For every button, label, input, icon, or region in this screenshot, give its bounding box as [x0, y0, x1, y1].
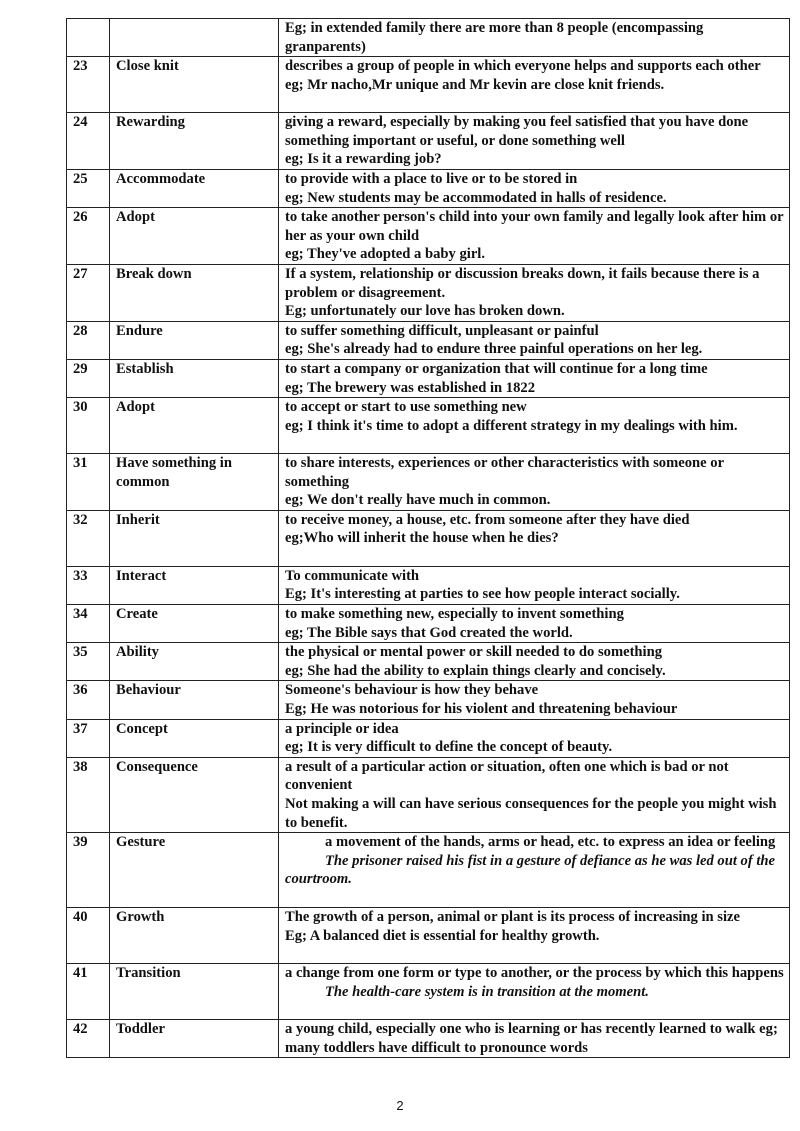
definition-line: a change from one form or type to another, or the process by which this happens [285, 965, 784, 982]
example-line: eg; It is very difficult to define the concept of beauty. [285, 739, 613, 756]
definition-line: to receive money, a house, etc. from someone after they have died [285, 511, 690, 528]
definition-line: a movement of the hands, arms or head, etc. to express an idea or feeling [325, 834, 776, 851]
definition [279, 908, 790, 964]
table-row [67, 19, 790, 57]
row-number: 25 [67, 169, 110, 207]
vocab-word: Interact [110, 566, 279, 604]
table-row [67, 510, 790, 566]
example-line: Eg; He was notorious for his violent and threatening behaviour [285, 701, 678, 718]
table-row [67, 757, 790, 832]
row-number: 31 [67, 454, 110, 511]
definition-line: a young child, especially one who is learning or has recently learned to walk eg; many toddlers have difficult to pronounce words [285, 1021, 778, 1056]
table-row [67, 359, 790, 397]
vocab-word: Concept [110, 719, 279, 757]
definition [279, 454, 790, 511]
table-row [67, 208, 790, 265]
example-line: The health-care system is in transition at the moment. [325, 983, 649, 1000]
row-number: 30 [67, 398, 110, 454]
definition [279, 643, 790, 681]
vocab-word [110, 19, 279, 57]
example-line: eg; The Bible says that God created the world. [285, 624, 573, 641]
definition-line: to share interests, experiences or other characteristics with someone or something [285, 455, 724, 490]
definition [279, 169, 790, 207]
definition [279, 398, 790, 454]
row-number: 23 [67, 57, 110, 113]
example-line: eg; They've adopted a baby girl. [285, 246, 486, 263]
definition [279, 19, 790, 57]
table-row [67, 643, 790, 681]
example-line: Eg; A balanced diet is essential for healthy growth. [285, 927, 600, 944]
vocab-word: Behaviour [110, 681, 279, 719]
definition [279, 719, 790, 757]
vocab-word: Ability [110, 643, 279, 681]
definition-line: to take another person's child into your own family and legally look after him or her as your own child [285, 209, 784, 244]
row-number: 38 [67, 757, 110, 832]
row-number: 40 [67, 908, 110, 964]
definition [279, 321, 790, 359]
vocab-word: Accommodate [110, 169, 279, 207]
definition-line: If a system, relationship or discussion breaks down, it fails because there is a problem or disagreement. [285, 265, 760, 301]
row-number: 34 [67, 605, 110, 643]
example-line: eg;Who will inherit the house when he dies? [285, 530, 559, 547]
vocab-word: Adopt [110, 398, 279, 454]
row-number: 37 [67, 719, 110, 757]
vocab-word: Inherit [110, 510, 279, 566]
definition [279, 208, 790, 265]
vocab-word: Growth [110, 908, 279, 964]
definition-line: a result of a particular action or situation, often one which is bad or not convenient [285, 758, 729, 794]
example-line: Not making a will can have serious consequences for the people you might wish to benefit. [285, 796, 777, 831]
definition-line: Someone's behaviour is how they behave [285, 682, 539, 699]
table-row [67, 169, 790, 207]
vocab-word: Gesture [110, 833, 279, 908]
definition-line: to provide with a place to live or to be stored in [285, 170, 578, 187]
definition [279, 757, 790, 832]
definition [279, 833, 790, 908]
page-number: 2 [396, 1098, 404, 1113]
definition [279, 566, 790, 604]
vocabulary-table [66, 18, 790, 1058]
definition [279, 605, 790, 643]
example-line: eg; We don't really have much in common. [285, 492, 551, 509]
example-line: eg; The brewery was established in 1822 [285, 379, 535, 396]
row-number [67, 19, 110, 57]
vocab-word: Have something in common [110, 454, 279, 511]
row-number: 29 [67, 359, 110, 397]
vocab-word: Toddler [110, 1020, 279, 1058]
definition-line: giving a reward, especially by making you feel satisfied that you have done something important or useful, or done something well [285, 114, 749, 149]
vocab-word: Consequence [110, 757, 279, 832]
row-number: 27 [67, 264, 110, 321]
vocab-word: Break down [110, 264, 279, 321]
row-number: 42 [67, 1020, 110, 1058]
table-row [67, 964, 790, 1020]
example-line: eg; I think it's time to adopt a different strategy in my dealings with him. [285, 417, 738, 434]
table-row [67, 398, 790, 454]
row-number: 35 [67, 643, 110, 681]
definition-line: the physical or mental power or skill needed to do something [285, 644, 663, 661]
example-line: eg; New students may be accommodated in halls of residence. [285, 189, 667, 206]
table-row [67, 833, 790, 908]
definition-line: to make something new, especially to invent something [285, 606, 624, 623]
definition [279, 681, 790, 719]
table-row [67, 57, 790, 113]
vocab-word: Transition [110, 964, 279, 1020]
definition [279, 510, 790, 566]
table-row [67, 908, 790, 964]
row-number: 36 [67, 681, 110, 719]
row-number: 32 [67, 510, 110, 566]
vocab-word: Rewarding [110, 113, 279, 170]
table-row [67, 1020, 790, 1058]
definition-line: The growth of a person, animal or plant is its process of increasing in size [285, 909, 740, 926]
table-row [67, 719, 790, 757]
definition-line: a principle or idea [285, 720, 399, 737]
example-line: Eg; It's interesting at parties to see how people interact socially. [285, 586, 680, 603]
definition [279, 1020, 790, 1058]
definition [279, 264, 790, 321]
example-line: Eg; unfortunately our love has broken down. [285, 303, 565, 320]
definition-line: to accept or start to use something new [285, 399, 527, 416]
vocab-word: Adopt [110, 208, 279, 265]
definition-line: describes a group of people in which everyone helps and supports each other [285, 58, 761, 75]
vocab-word: Create [110, 605, 279, 643]
row-number: 24 [67, 113, 110, 170]
example-line: eg; She's already had to endure three painful operations on her leg. [285, 341, 703, 358]
row-number: 39 [67, 833, 110, 908]
row-number: 26 [67, 208, 110, 265]
definition-line: Eg; in extended family there are more than 8 people (encompassing granparents) [285, 20, 704, 55]
table-row [67, 321, 790, 359]
table-row [67, 113, 790, 170]
table-row [67, 454, 790, 511]
definition-line: to suffer something difficult, unpleasant or painful [285, 322, 599, 339]
table-row [67, 605, 790, 643]
example-line: eg; Mr nacho,Mr unique and Mr kevin are close knit friends. [285, 76, 665, 93]
example-line: The prisoner raised his fist in a gesture of defiance as he was led out of the courtroom. [285, 852, 775, 888]
row-number: 28 [67, 321, 110, 359]
table-row [67, 566, 790, 604]
table-row [67, 681, 790, 719]
definition [279, 964, 790, 1020]
definition [279, 57, 790, 113]
row-number: 33 [67, 566, 110, 604]
vocab-word: Endure [110, 321, 279, 359]
vocab-word: Close knit [110, 57, 279, 113]
definition [279, 113, 790, 170]
row-number: 41 [67, 964, 110, 1020]
example-line: eg; Is it a rewarding job? [285, 151, 442, 168]
definition-line: to start a company or organization that will continue for a long time [285, 360, 708, 377]
vocab-word: Establish [110, 359, 279, 397]
table-row [67, 264, 790, 321]
definition [279, 359, 790, 397]
definition-line: To communicate with [285, 567, 420, 584]
example-line: eg; She had the ability to explain things clearly and concisely. [285, 662, 666, 679]
